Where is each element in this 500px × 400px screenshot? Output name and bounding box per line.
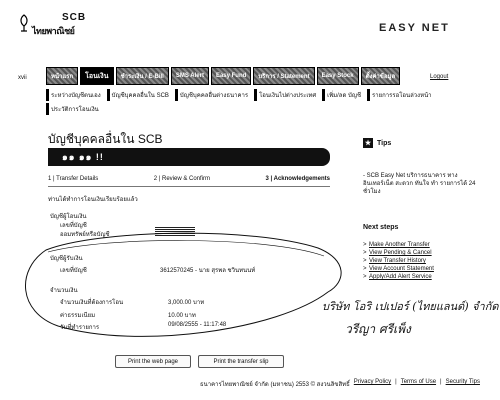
- sub-nav: [46, 88, 466, 116]
- date-label: วันที่ทำรายการ: [60, 325, 100, 331]
- security-link[interactable]: Security Tips: [445, 379, 480, 385]
- main-nav: [18, 67, 458, 85]
- privacy-link[interactable]: Privacy Policy: [353, 379, 392, 385]
- arrow-icon: >: [363, 250, 367, 256]
- next-step-item[interactable]: [363, 265, 483, 273]
- nav-tabs: [46, 67, 400, 85]
- nav-tab[interactable]: SMS Alert: [171, 67, 209, 85]
- sub-nav-marker: [175, 89, 178, 101]
- next-step-item[interactable]: [363, 257, 483, 265]
- page-title: บัญชีบุคคลอื่นใน SCB: [48, 132, 163, 146]
- sub-nav-item[interactable]: [254, 89, 316, 101]
- sub-nav-marker: [254, 89, 257, 101]
- next-step-link[interactable]: Make Another Transfer: [369, 242, 430, 248]
- tips-heading: Tips: [377, 139, 392, 147]
- nav-tab[interactable]: ชำระเงิน / E-Bill: [116, 67, 169, 85]
- date-value: 09/08/2555 - 11:17:48: [168, 322, 227, 328]
- next-step-link[interactable]: View Account Statement: [369, 266, 434, 272]
- amount-value: 3,000.00 บาท: [168, 300, 205, 306]
- fee-label: ค่าธรรมเนียม: [60, 313, 96, 319]
- bank-thai-name: ไทยพาณิชย์: [32, 26, 75, 36]
- sub-nav-item[interactable]: [367, 89, 432, 101]
- sub-nav-label: เพิ่ม/ลด บัญชี: [327, 93, 362, 99]
- step-transfer-details: 1 | Transfer Details: [48, 176, 99, 182]
- from-account-type-label: ออมทรัพย์หรือบัญชี: [60, 232, 110, 238]
- sub-nav-marker: [107, 89, 110, 101]
- from-account-label: เลขที่บัญชี: [60, 223, 87, 229]
- tips-header: [363, 138, 483, 148]
- print-slip-button[interactable]: Print the transfer slip: [198, 355, 284, 368]
- to-account-header: บัญชีผู้รับเงิน: [50, 256, 83, 262]
- next-step-item[interactable]: [363, 241, 483, 249]
- logout-link[interactable]: Logout: [430, 74, 449, 80]
- sub-nav-marker: [46, 103, 49, 115]
- sub-nav-item[interactable]: [46, 89, 101, 101]
- to-account-label: เลขที่บัญชี: [60, 268, 87, 274]
- sub-nav-label: ระหว่างบัญชีตนเอง: [51, 93, 101, 99]
- sub-nav-item[interactable]: [175, 89, 248, 101]
- footer: ธนาคารไทยพาณิชย์ จำกัด (มหาชน) 2553 © สงวนลิขสิทธิ์ Privacy Policy | Terms of Use | Security Tips: [200, 379, 480, 388]
- nav-tab[interactable]: Easy Fund: [211, 67, 251, 85]
- fee-value: 10.00 บาท: [168, 313, 196, 319]
- arrow-icon: >: [363, 266, 367, 272]
- next-step-item[interactable]: [363, 249, 483, 257]
- scb-logo: [18, 12, 96, 38]
- to-account-value: 3612570245 - นาย สุรพล ชวินทนนท์: [160, 268, 256, 274]
- sub-nav-item[interactable]: [322, 89, 361, 101]
- sub-nav-label: ประวัติการโอนเงิน: [51, 107, 99, 113]
- next-step-item[interactable]: [363, 273, 483, 281]
- next-step-link[interactable]: View Transfer History: [369, 258, 426, 264]
- progress-steps: [48, 176, 330, 182]
- handwritten-company: บริษัท โอริ เปเปอร์ (ไทยแลนด์) จำกัด: [322, 300, 499, 313]
- sub-nav-marker: [46, 89, 49, 101]
- sub-nav-row: [46, 102, 466, 116]
- next-step-link[interactable]: Apply/Add Alert Service: [369, 274, 432, 280]
- step-acknowledgements: 3 | Acknowledgements: [265, 176, 330, 182]
- next-steps-list: [363, 241, 483, 281]
- print-page-button[interactable]: Print the web page: [115, 355, 191, 368]
- sub-nav-item[interactable]: [107, 89, 169, 101]
- sub-nav-label: รายการรอโอนล่วงหน้า: [372, 93, 432, 99]
- sub-nav-marker: [367, 89, 370, 101]
- amount-label: จำนวนเงินที่ต้องการโอน: [60, 300, 124, 306]
- sub-nav-label: บัญชีบุคคลอื่นใน SCB: [111, 93, 169, 99]
- terms-link[interactable]: Terms of Use: [400, 379, 437, 385]
- handwritten-name: วรีญา ศรีเพ็ง: [345, 322, 411, 336]
- from-account-header: บัญชีผู้โอนเงิน: [50, 214, 87, 220]
- sub-nav-row: [46, 88, 466, 102]
- page-banner: ๑๑ ๑๑ !!: [48, 148, 330, 166]
- arrow-icon: >: [363, 242, 367, 248]
- copyright: ธนาคารไทยพาณิชย์ จำกัด (มหาชน) 2553 © สงวนลิขสิทธิ์: [200, 382, 350, 388]
- amount-header: จำนวนเงิน: [50, 288, 78, 294]
- nav-tab[interactable]: หน้าแรก: [46, 67, 78, 85]
- sub-nav-label: โอนเงินไปต่างประเทศ: [259, 93, 317, 99]
- tips-panel: [363, 138, 483, 281]
- sub-nav-item[interactable]: [46, 103, 99, 115]
- nav-tab[interactable]: Easy Stock: [317, 67, 359, 85]
- product-logo: EASY NET: [379, 22, 450, 34]
- handwritten-circle: [18, 230, 348, 370]
- success-message: ท่านได้ทำการโอนเงินเรียบร้อยแล้ว: [48, 197, 138, 203]
- divider: [48, 186, 330, 187]
- star-icon: ★: [364, 140, 372, 147]
- tips-body: - SCB Easy Net บริการธนาคาร ทางอินเทอร์เน็ต สะดวก ทันใจ ทำ รายการได้ 24 ชั่วโมง: [363, 173, 476, 195]
- sub-nav-label: บัญชีบุคคลอื่นต่างธนาคาร: [179, 93, 249, 99]
- arrow-icon: >: [363, 258, 367, 264]
- step-review-confirm: 2 | Review & Confirm: [153, 176, 210, 182]
- nav-tab[interactable]: บริการ / Statement: [253, 67, 314, 85]
- next-step-link[interactable]: View Pending & Cancel: [369, 250, 432, 256]
- bank-short-name: SCB: [62, 12, 87, 23]
- scb-emblem-icon: [18, 14, 30, 32]
- arrow-icon: >: [363, 274, 367, 280]
- sub-nav-marker: [322, 89, 325, 101]
- nav-tab[interactable]: โอนเงิน: [80, 67, 113, 85]
- nav-tab[interactable]: ตั้งค่าข้อมูล: [361, 67, 401, 85]
- version-label: xvii: [18, 75, 27, 81]
- next-steps-heading: Next steps: [363, 224, 399, 231]
